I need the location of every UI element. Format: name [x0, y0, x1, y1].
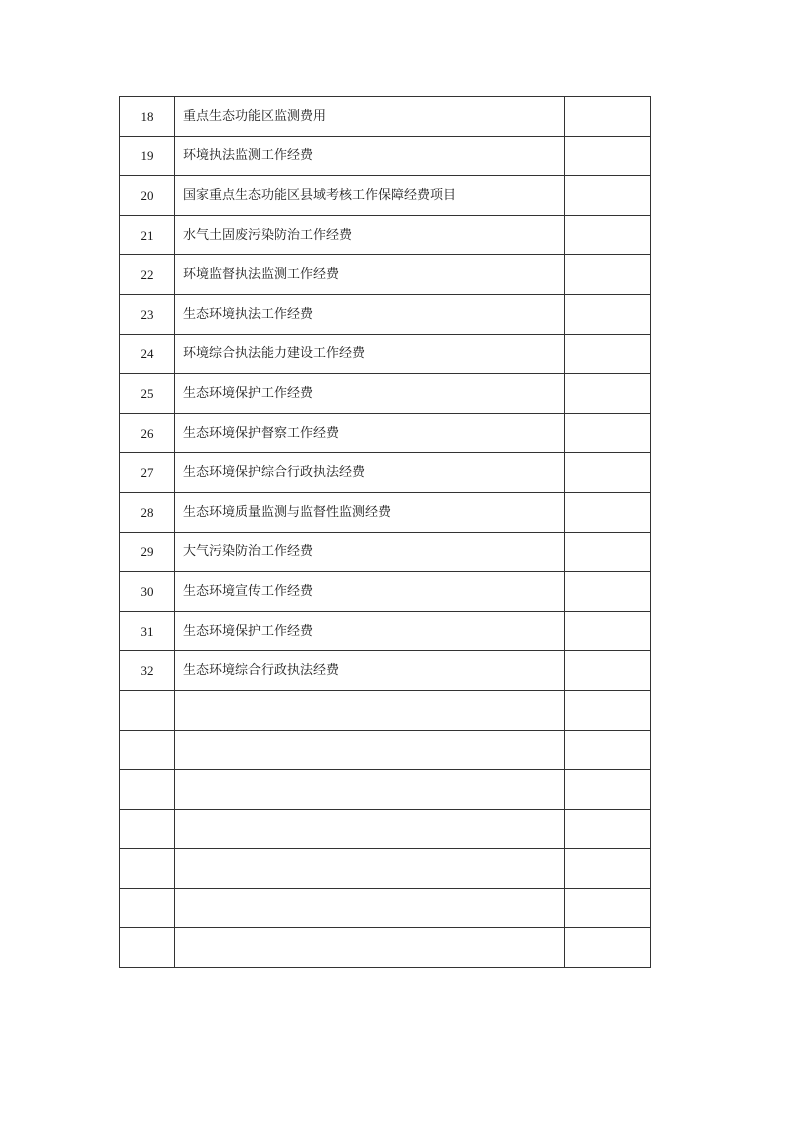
item-name-cell — [175, 849, 565, 889]
item-name-cell — [175, 770, 565, 810]
remark-cell — [565, 572, 651, 612]
remark-cell — [565, 651, 651, 691]
row-number-cell: 26 — [120, 413, 175, 453]
item-name-cell — [175, 809, 565, 849]
row-number-cell: 30 — [120, 572, 175, 612]
table-body — [120, 97, 651, 968]
table-row — [120, 928, 651, 968]
table-row — [120, 136, 651, 176]
table-row — [120, 730, 651, 770]
item-name-cell: 生态环境保护工作经费 — [175, 611, 565, 651]
remark-cell — [565, 809, 651, 849]
item-name-cell: 国家重点生态功能区县域考核工作保障经费项目 — [175, 176, 565, 216]
item-name-cell: 生态环境宣传工作经费 — [175, 572, 565, 612]
row-number-cell: 23 — [120, 294, 175, 334]
remark-cell — [565, 849, 651, 889]
row-number-cell: 31 — [120, 611, 175, 651]
row-number-cell: 29 — [120, 532, 175, 572]
item-name-cell — [175, 888, 565, 928]
row-number-cell: 20 — [120, 176, 175, 216]
row-number-cell — [120, 809, 175, 849]
item-name-cell: 水气土固废污染防治工作经费 — [175, 215, 565, 255]
remark-cell — [565, 255, 651, 295]
remark-cell — [565, 294, 651, 334]
row-number-cell: 27 — [120, 453, 175, 493]
item-name-cell: 环境监督执法监测工作经费 — [175, 255, 565, 295]
item-name-cell: 环境执法监测工作经费 — [175, 136, 565, 176]
table-row — [120, 888, 651, 928]
remark-cell — [565, 136, 651, 176]
table-row — [120, 453, 651, 493]
item-name-cell: 生态环境保护工作经费 — [175, 374, 565, 414]
remark-cell — [565, 690, 651, 730]
row-number-cell — [120, 770, 175, 810]
item-name-cell: 环境综合执法能力建设工作经费 — [175, 334, 565, 374]
table-row — [120, 215, 651, 255]
remark-cell — [565, 97, 651, 137]
row-number-cell: 24 — [120, 334, 175, 374]
row-number-cell: 21 — [120, 215, 175, 255]
row-number-cell: 22 — [120, 255, 175, 295]
remark-cell — [565, 730, 651, 770]
table-row — [120, 294, 651, 334]
expense-items-table — [119, 96, 651, 968]
item-name-cell: 生态环境综合行政执法经费 — [175, 651, 565, 691]
row-number-cell — [120, 849, 175, 889]
item-name-cell — [175, 730, 565, 770]
item-name-cell — [175, 928, 565, 968]
item-name-cell: 生态环境保护督察工作经费 — [175, 413, 565, 453]
row-number-cell — [120, 690, 175, 730]
row-number-cell: 18 — [120, 97, 175, 137]
remark-cell — [565, 453, 651, 493]
remark-cell — [565, 928, 651, 968]
remark-cell — [565, 532, 651, 572]
table-row — [120, 255, 651, 295]
table-row — [120, 374, 651, 414]
row-number-cell: 19 — [120, 136, 175, 176]
remark-cell — [565, 176, 651, 216]
table-row — [120, 532, 651, 572]
row-number-cell — [120, 928, 175, 968]
row-number-cell — [120, 730, 175, 770]
row-number-cell: 32 — [120, 651, 175, 691]
remark-cell — [565, 374, 651, 414]
item-name-cell: 生态环境执法工作经费 — [175, 294, 565, 334]
remark-cell — [565, 492, 651, 532]
item-name-cell: 大气污染防治工作经费 — [175, 532, 565, 572]
item-name-cell: 重点生态功能区监测费用 — [175, 97, 565, 137]
table-row — [120, 176, 651, 216]
item-name-cell: 生态环境质量监测与监督性监测经费 — [175, 492, 565, 532]
row-number-cell — [120, 888, 175, 928]
table-row — [120, 492, 651, 532]
table-row — [120, 413, 651, 453]
remark-cell — [565, 215, 651, 255]
table-row — [120, 770, 651, 810]
row-number-cell: 28 — [120, 492, 175, 532]
item-name-cell — [175, 690, 565, 730]
remark-cell — [565, 888, 651, 928]
row-number-cell: 25 — [120, 374, 175, 414]
table-row — [120, 849, 651, 889]
table-row — [120, 611, 651, 651]
remark-cell — [565, 770, 651, 810]
table-row — [120, 690, 651, 730]
table-row — [120, 809, 651, 849]
remark-cell — [565, 413, 651, 453]
table-row — [120, 334, 651, 374]
remark-cell — [565, 611, 651, 651]
table-row — [120, 97, 651, 137]
remark-cell — [565, 334, 651, 374]
item-name-cell: 生态环境保护综合行政执法经费 — [175, 453, 565, 493]
table-row — [120, 572, 651, 612]
table-row — [120, 651, 651, 691]
